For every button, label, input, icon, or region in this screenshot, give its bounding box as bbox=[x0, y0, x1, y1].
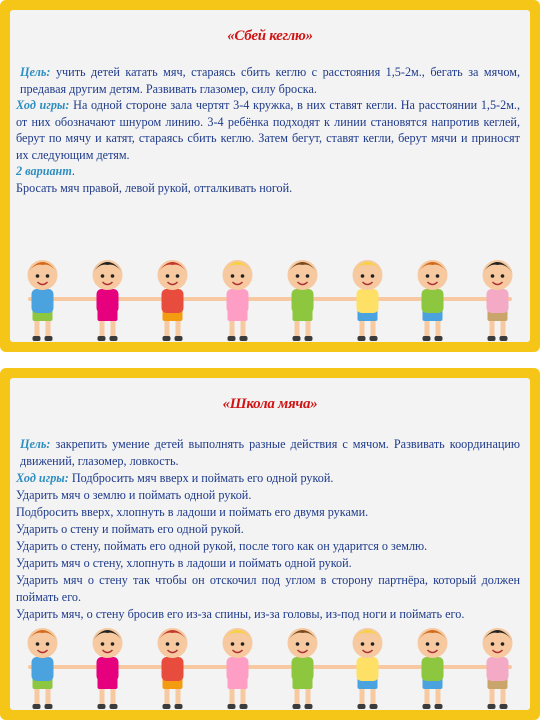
card-title: «Сбей кеглю» bbox=[227, 28, 313, 44]
child-figure bbox=[353, 628, 383, 709]
card-panel bbox=[10, 378, 530, 710]
card-body bbox=[16, 436, 520, 623]
goal-label: Цель: bbox=[20, 437, 51, 451]
course-text: На одной стороне зала чертят 3-4 кружка, в них ставят кегли. На расстоянии 1,5-2м., от них обозначают шнуром линию. 3-4 ребёнка подходят к линии становятся напротив кеглей, берут по мячу и катят, стараясь сбить кеглю. Затем бегут, ставят кегли, берут мячи и приносят их следующим детям. bbox=[16, 98, 521, 162]
child-figure bbox=[93, 260, 123, 341]
action-line: Ударить о стену, поймать его одной рукой, после того как он ударится о землю. bbox=[16, 539, 428, 553]
action-line: Ударить мяч о стену, хлопнуть в ладоши и поймать одной рукой. bbox=[16, 556, 352, 570]
child-figure bbox=[483, 628, 513, 709]
goal-paragraph bbox=[16, 436, 520, 470]
children-holding-hands-image bbox=[10, 615, 530, 710]
child-figure bbox=[483, 260, 513, 341]
child-figure bbox=[158, 628, 188, 709]
child-figure bbox=[288, 628, 318, 709]
goal-label: Цель: bbox=[20, 65, 51, 79]
child-figure bbox=[418, 628, 448, 709]
child-figure bbox=[223, 260, 253, 341]
game-card-1 bbox=[0, 0, 540, 352]
card-title: «Школа мяча» bbox=[222, 396, 318, 412]
goal-text: учить детей катать мяч, стараясь сбить кеглю с расстояния 1,5-2м., бегать за мячом, предавая другим детям. Развивать глазомер, силу броска. bbox=[20, 65, 520, 96]
child-figure bbox=[223, 628, 253, 709]
children-illustration bbox=[10, 615, 530, 710]
child-figure bbox=[288, 260, 318, 341]
game-card-2 bbox=[0, 368, 540, 720]
action-line: Подбросить вверх, хлопнуть в ладоши и поймать его двумя руками. bbox=[16, 505, 369, 519]
course-text: Подбросить мяч вверх и поймать его одной рукой. bbox=[68, 471, 334, 485]
card-panel bbox=[10, 10, 530, 342]
child-figure bbox=[353, 260, 383, 341]
child-figure bbox=[28, 628, 58, 709]
variant-text: Бросать мяч правой, левой рукой, отталкивать ногой. bbox=[16, 180, 293, 195]
child-figure bbox=[158, 260, 188, 341]
action-line: Ударить мяч о землю и поймать одной рукой. bbox=[16, 488, 252, 502]
action-line: Ударить мяч о стену так чтобы он отскочил под углом в сторону партнёра, который должен поймать его. bbox=[16, 573, 520, 604]
course-paragraph bbox=[16, 97, 520, 163]
course-label: Ход игры: bbox=[16, 471, 69, 485]
goal-paragraph bbox=[16, 64, 520, 97]
variant-dot: . bbox=[71, 164, 75, 178]
variant-heading bbox=[16, 163, 520, 180]
course-label: Ход игры: bbox=[16, 98, 70, 112]
goal-text: закрепить умение детей выполнять разные действия с мячом. Развивать координацию движений, глазомер, ловкость. bbox=[20, 437, 520, 468]
card-body bbox=[16, 64, 520, 196]
variant-label: 2 вариант bbox=[16, 164, 72, 178]
children-illustration bbox=[10, 247, 530, 342]
child-figure bbox=[93, 628, 123, 709]
children-holding-hands-image bbox=[10, 247, 530, 342]
action-line: Ударить о стену и поймать его одной рукой. bbox=[16, 522, 244, 536]
child-figure bbox=[28, 260, 58, 341]
course-paragraph bbox=[16, 470, 520, 487]
child-figure bbox=[418, 260, 448, 341]
action-line: Ударить мяч, о стену бросив его из-за спины, из-за головы, из-под ноги и поймать его. bbox=[16, 607, 465, 621]
